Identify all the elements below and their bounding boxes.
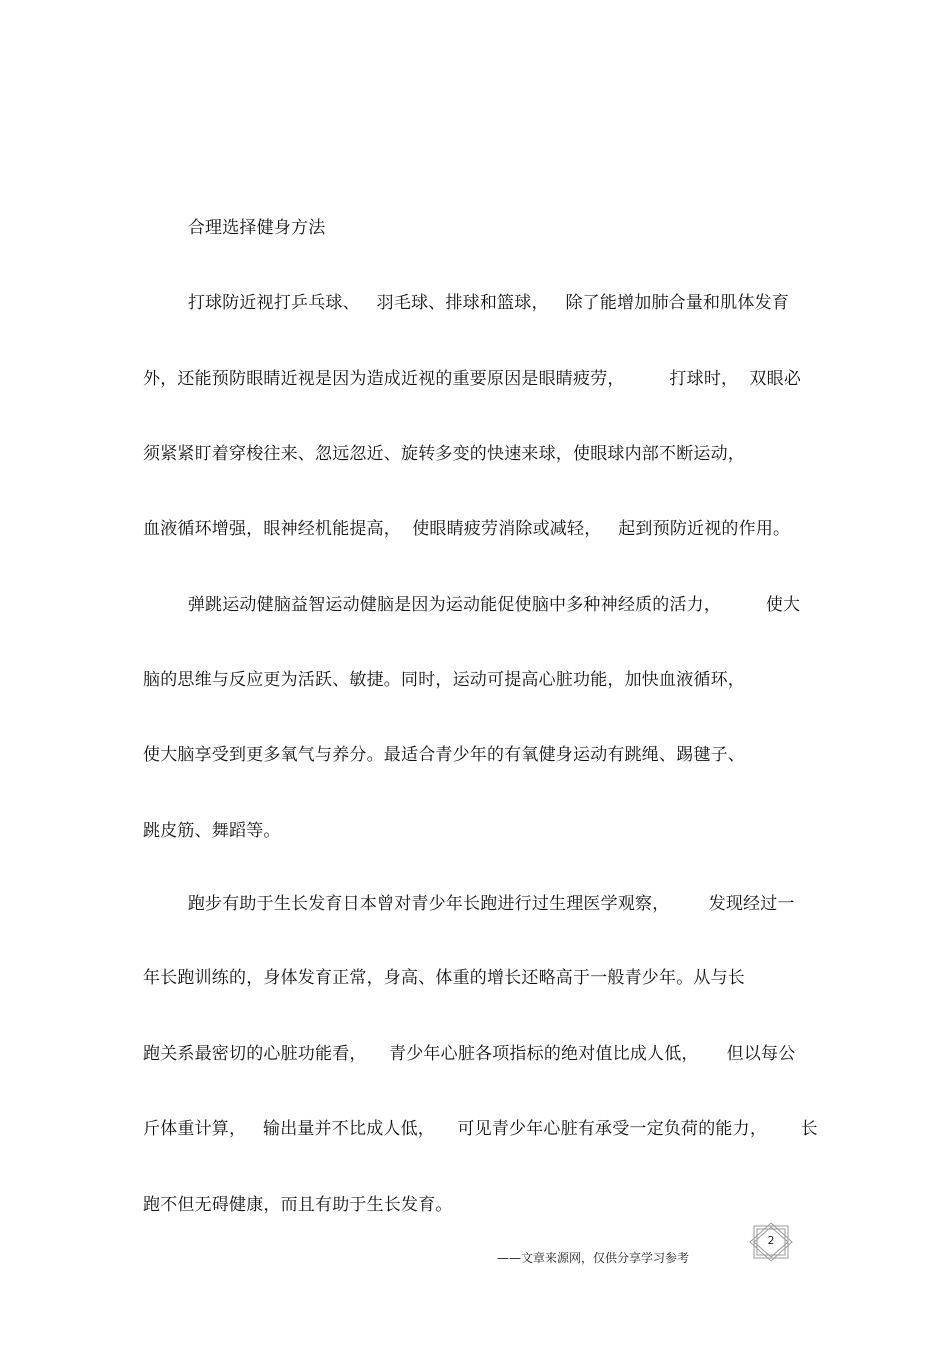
line-3: 须紧紧盯着穿梭往来、忽远忽近、旋转多变的快速来球，使眼球内部不断运动， bbox=[143, 444, 745, 464]
line-1: 打球防近视打乒乓球、 羽毛球、排球和篮球， 除了能增加肺合量和肌体发育 bbox=[143, 293, 790, 313]
footer-source-note: ——文章来源网，仅供分享学习参考 bbox=[497, 1251, 690, 1265]
line-0: 合理选择健身方法 bbox=[143, 218, 326, 238]
line-6: 脑的思维与反应更为活跃、敏捷。同时，运动可提高心脏功能，加快血液循环， bbox=[143, 670, 745, 690]
line-8: 跳皮筋、舞蹈等。 bbox=[143, 821, 281, 841]
line-9: 跑步有助于生长发育日本曾对青少年长跑进行过生理医学观察， 发现经过一 bbox=[143, 894, 795, 914]
line-11: 跑关系最密切的心脏功能看， 青少年心脏各项指标的绝对值比成人低， 但以每公 bbox=[143, 1044, 796, 1064]
line-4: 血液循环增强，眼神经机能提高， 使眼睛疲劳消除或减轻， 起到预防近视的作用。 bbox=[143, 519, 791, 539]
line-10: 年长跑训练的，身体发育正常，身高、体重的增长还略高于一般青少年。从与长 bbox=[143, 968, 745, 988]
line-7: 使大脑享受到更多氧气与养分。最适合青少年的有氧健身运动有跳绳、踢毽子、 bbox=[143, 745, 745, 765]
line-12: 斤体重计算， 输出量并不比成人低， 可见青少年心脏有承受一定负荷的能力， 长 bbox=[143, 1119, 818, 1139]
page-number: 2 bbox=[767, 1234, 775, 1247]
line-13: 跑不但无碍健康，而且有助于生长发育。 bbox=[143, 1195, 453, 1215]
line-5: 弹跳运动健脑益智运动健脑是因为运动能促使脑中多种神经质的活力， 使大 bbox=[143, 595, 801, 615]
line-2: 外，还能预防眼睛近视是因为造成近视的重要原因是眼睛疲劳， 打球时， 双眼必 bbox=[143, 369, 802, 389]
